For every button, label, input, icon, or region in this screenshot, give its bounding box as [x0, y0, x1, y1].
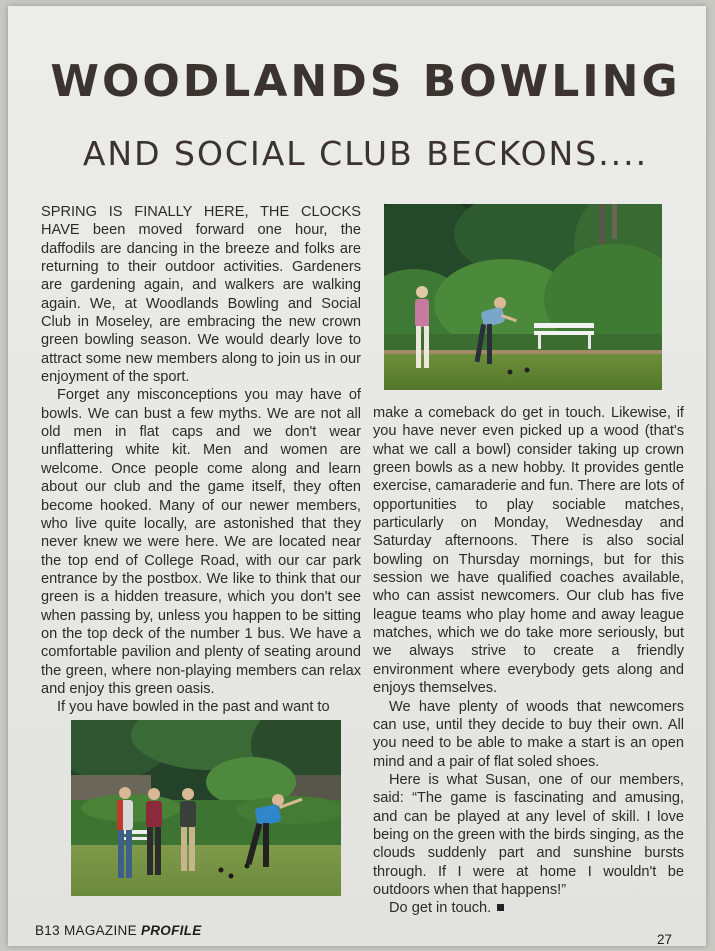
- end-mark-icon: [497, 904, 504, 911]
- right-paragraph-4: [373, 899, 684, 917]
- headline-line-2: AND SOCIAL CLUB BECKONS....: [82, 134, 649, 173]
- footer-magazine-label: [35, 923, 202, 938]
- headline-line-1: WOODLANDS BOWLING: [50, 56, 681, 107]
- left-paragraph-3: If you have bowled in the past and want to: [57, 699, 330, 716]
- section-name: PROFILE: [140, 923, 202, 938]
- right-paragraph-1: make a comeback do get in touch. Likewise, if you have never even picked up a wood (that's what we call a bowl) consider taking up crown green bowls as a new hobby. It provides gentle exercise, camaraderie and fun. There are lots of opportunities to play sociable matches, particularly on Monday, Wednesday and Saturday afternoons. There is also social bowling on Thursday mornings, but for this session we have qualified coaches available, who can assist newcomers. Our club has five league teams who play home and away league matches, which we do take more seriously, but we always strive to create a friendly environment where everybody gets along and enjoys themselves.: [373, 405, 684, 697]
- magazine-name: B13 MAGAZINE: [35, 923, 137, 938]
- closing-line: Do get in touch.: [389, 900, 492, 917]
- photo-group-of-bowlers: [71, 720, 341, 896]
- photo-bowlers-on-green: [384, 204, 662, 390]
- left-column: [41, 203, 361, 717]
- magazine-page: [8, 6, 706, 946]
- right-paragraph-3: Here is what Susan, one of our members, said: “The game is fascinating and amusing, and can be played at any level of skill. I love being on the green with the birds singing, as the clouds suddenly part and sunshine bursts through. If I were at home I wouldn't be outdoors when that happens!”: [373, 771, 684, 898]
- right-paragraph-2: We have plenty of woods that newcomers can use, until they decide to buy their own. All you need to be able to make a start is an open mind and a pair of flat soled shoes.: [373, 698, 684, 770]
- left-paragraph-1: SPRING IS FINALLY HERE, THE CLOCKS HAVE been moved forward one hour, the daffodils are dancing in the breeze and folks are returning to their outdoor activities. Gardeners are gardening again, and walkers are walking again. We, at Woodlands Bowling and Social Club in Moseley, are embracing the new crown green bowling season. We would dearly love to attract some new members along to join us in our enjoyment of the sport.: [41, 204, 361, 386]
- page-number: 27: [656, 932, 672, 947]
- right-column: [373, 404, 684, 918]
- left-paragraph-2: Forget any misconceptions you may have of bowls. We can bust a few myths. We are not all old men in flat caps and we don't wear unflattering white kit. Men and women are welcome. Once people come along and learn about our club and the game itself, they often become hooked. Many of our newer members, who live quite locally, are astonished that they never knew we were here. We are located near the top end of College Road, with our car park entrance by the postbox. We like to think that our green is a hidden treasure, which you don't see when passing by, unless you happen to be sitting on the top deck of the number 1 bus. We have a comfortable pavilion and plenty of seating around the green, where non-playing members can relax and enjoy this green oasis.: [41, 387, 361, 697]
